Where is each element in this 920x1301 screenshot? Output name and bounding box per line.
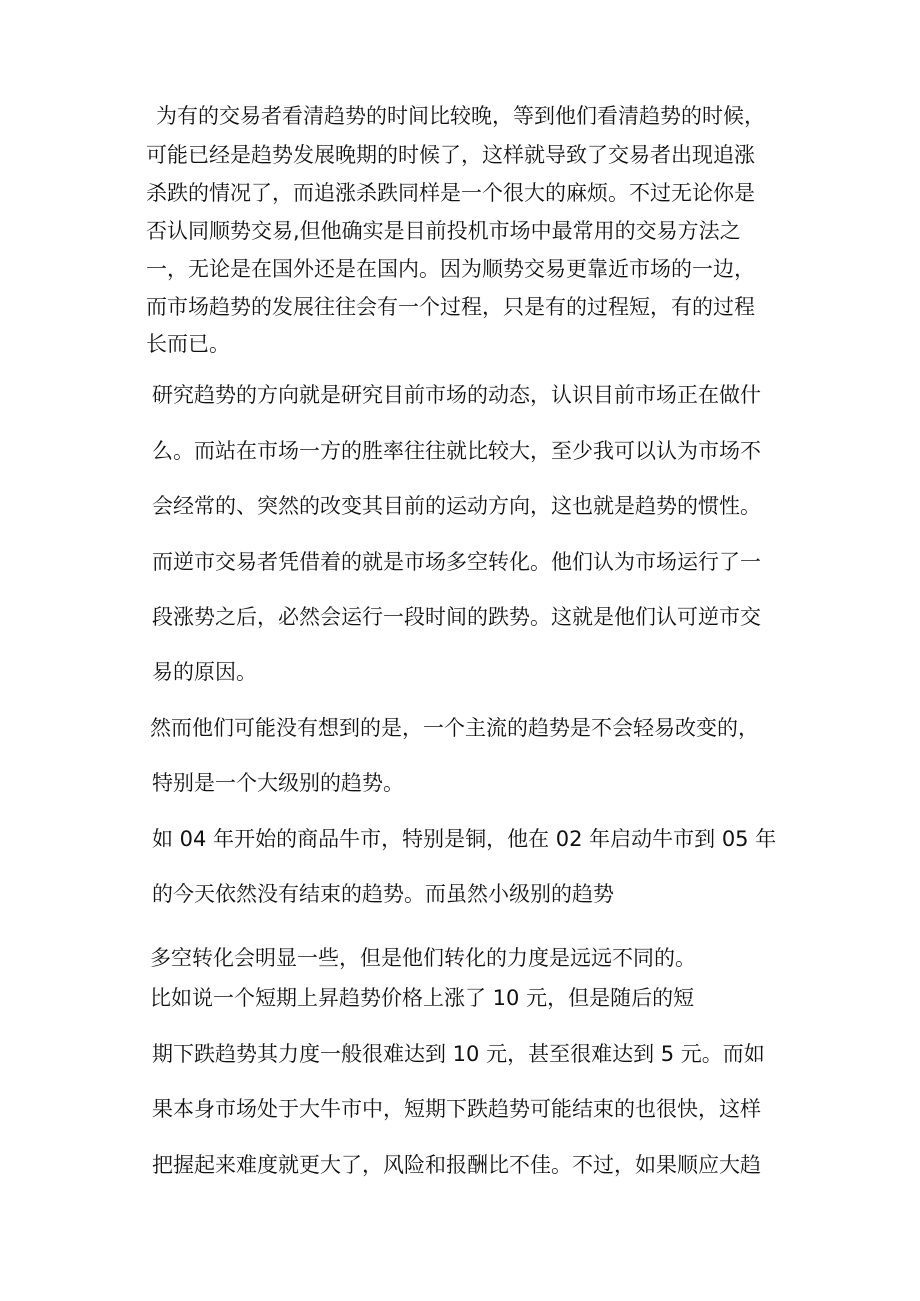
text-line: 否认同顺势交易,但他确实是目前投机市场中最常用的交易方法之 [146,219,741,243]
text-line: 期下跌趋势其力度一般很难达到 10 元，甚至很难达到 5 元。而如 [152,1042,765,1066]
text-line: 果本身市场处于大牛市中，短期下跌趋势可能结束的也很快，这样 [152,1097,761,1121]
text-line: 长而已。 [146,332,230,356]
text-line: 段涨势之后，必然会运行一段时间的跌势。这就是他们认可逆市交 [152,605,761,629]
text-line: 多空转化会明显一些，但是他们转化的力度是远远不同的。 [150,946,696,970]
text-line: 可能已经是趋势发展晚期的时候了，这样就导致了交易者出现追涨 [146,143,755,167]
text-line: 易的原因。 [152,660,257,684]
text-line: 一，无论是在国外还是在国内。因为顺势交易更靠近市场的一边， [146,257,755,281]
text-line: 会经常的、突然的改变其目前的运动方向，这也就是趋势的惯性。 [152,494,761,518]
text-line: 如 04 年开始的商品牛市，特别是铜，他在 02 年启动牛市到 05 年 [152,827,777,851]
text-line: 然而他们可能没有想到的是，一个主流的趋势是不会轻易改变的， [150,716,759,740]
text-line: 把握起来难度就更大了，风险和报酬比不佳。不过，如果顺应大趋 [152,1153,761,1177]
text-line: 特别是一个大级别的趋势。 [152,771,404,795]
text-line: 而市场趋势的发展往往会有一个过程，只是有的过程短，有的过程 [146,295,755,319]
text-line: 研究趋势的方向就是研究目前市场的动态，认识目前市场正在做什 [152,383,761,407]
text-line: 么。而站在市场一方的胜率往往就比较大，至少我可以认为市场不 [152,439,761,463]
text-line: 杀跌的情况了，而追涨杀跌同样是一个很大的麻烦。不过无论你是 [146,181,755,205]
text-line: 为有的交易者看清趋势的时间比较晚，等到他们看清趋势的时候， [156,104,765,128]
text-line: 比如说一个短期上昇趋势价格上涨了 10 元，但是随后的短 [150,986,695,1010]
text-line: 的今天依然没有结束的趋势。而虽然小级别的趋势 [152,882,614,906]
text-line: 而逆市交易者凭借着的就是市场多空转化。他们认为市场运行了一 [152,550,761,574]
